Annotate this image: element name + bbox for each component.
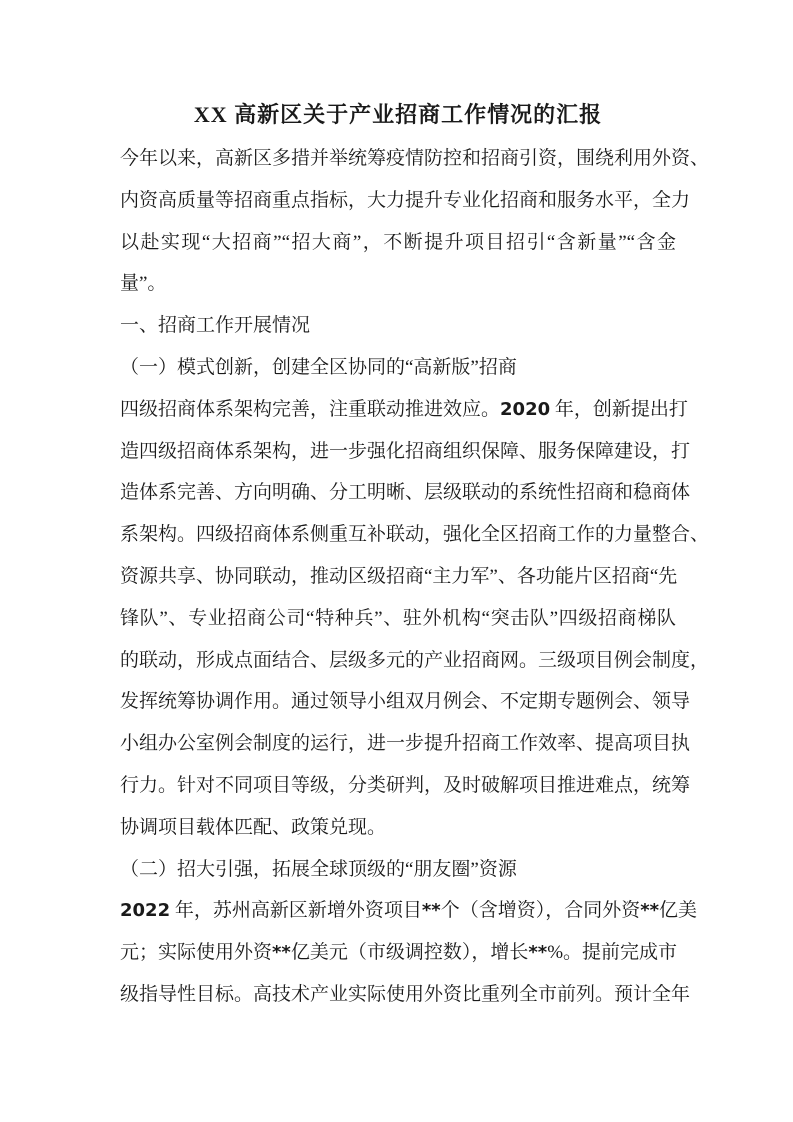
document-content	[120, 92, 710, 1016]
latin-number: **	[640, 900, 660, 922]
paragraph-line: 元；实际使用外资**亿美元（市级调控数），增长**%。提前完成市	[120, 942, 678, 964]
paragraph-line: 协调项目载体匹配、政策兑现。	[120, 816, 387, 838]
latin-number: 2022	[120, 900, 171, 922]
paragraph-line: 资源共享、协同联动，推动区级招商“主力军”、各功能片区招商“先	[120, 565, 678, 587]
paragraph-line: 锋队”、专业招商公司“特种兵”、驻外机构“突击队”四级招商梯队	[120, 607, 676, 629]
paragraph-line: 四级招商体系架构完善，注重联动推进效应。2020 年，创新提出打	[120, 398, 688, 420]
paragraph-line: 今年以来，高新区多措并举统筹疫情防控和招商引资，围绕利用外资、	[120, 148, 710, 169]
paragraph-line: 的联动，形成点面结合、层级多元的产业招商网。三级项目例会制度，	[120, 649, 710, 671]
latin-number: **	[528, 942, 548, 964]
paragraph-line: 2022 年，苏州高新区新增外资项目**个（含增资），合同外资**亿美	[120, 900, 698, 922]
latin-number: **	[421, 900, 441, 922]
document-title: XX 高新区关于产业招商工作情况的汇报	[193, 102, 603, 127]
paragraph-line: 级指导性目标。高技术产业实际使用外资比重列全市前列。预计全年	[120, 983, 691, 1005]
paragraph-line: 内资高质量等招商重点指标，大力提升专业化招商和服务水平，全力	[120, 189, 691, 211]
latin-number: 2020	[500, 398, 551, 420]
heading-line: （一）模式创新，创建全区协同的“高新版”招商	[120, 356, 517, 378]
heading-line: （二）招大引强，拓展全球顶级的“朋友圈”资源	[120, 858, 517, 880]
paragraph-line: 造体系完善、方向明确、分工明晰、层级联动的系统性招商和稳商体	[120, 482, 691, 504]
paragraph-line: 小组办公室例会制度的运行，进一步提升招商工作效率、提高项目执	[120, 733, 691, 755]
paragraph-line: 发挥统筹协调作用。通过领导小组双月例会、不定期专题例会、领导	[120, 691, 691, 713]
latin-number: **	[272, 942, 291, 964]
paragraph-line: 量”。	[120, 273, 167, 295]
paragraph-line: 以赴实现“大招商”“招大商”，不断提升项目招引“含新量”“含金	[120, 231, 676, 253]
paragraph-line: 造四级招商体系架构，进一步强化招商组织保障、服务保障建设，打	[120, 440, 691, 462]
paragraph-line: 行力。针对不同项目等级，分类研判，及时破解项目推进难点，统筹	[120, 774, 691, 796]
document-body	[120, 138, 710, 1016]
paragraph-line: 系架构。四级招商体系侧重互补联动，强化全区招商工作的力量整合、	[120, 524, 710, 546]
heading-line: 一、招商工作开展情况	[120, 315, 311, 337]
